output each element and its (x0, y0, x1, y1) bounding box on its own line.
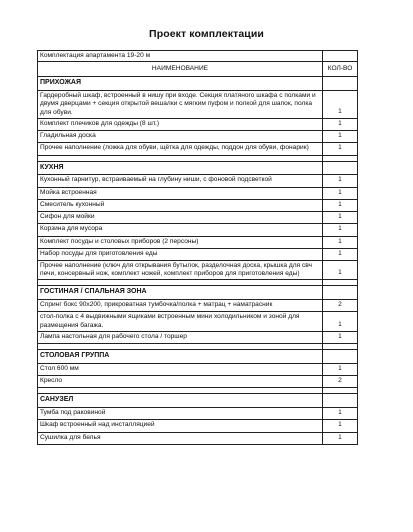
item-name: стол-полка с 4 выдвижными ящиками встроенным мини холодильником и зоной для размещения багажа. (38, 312, 323, 331)
section-title: ПРИХОЖАЯ (38, 77, 323, 91)
section-title: ГОСТИНАЯ / СПАЛЬНАЯ ЗОНА (38, 286, 323, 300)
table-row (38, 376, 358, 388)
page-title: Проект комплектации (149, 28, 264, 40)
table-row (38, 408, 358, 420)
table-subtitle-row (38, 51, 358, 62)
item-name: Прочее наполнение (ложка для обуви, щётка для одежды, поддон для обуви, фонарик) (38, 143, 323, 155)
section-title-empty (323, 350, 358, 364)
item-qty: 1 (323, 420, 358, 432)
table-row (38, 420, 358, 432)
item-qty: 1 (323, 91, 358, 119)
item-name: Корзина для мусора (38, 224, 323, 236)
table-row (38, 331, 358, 343)
item-name: Комплект посуды и столовых приборов (2 персоны) (38, 236, 323, 248)
table-row (38, 236, 358, 248)
item-name: Набор посуды для приготовления еды (38, 248, 323, 260)
item-qty: 1 (323, 143, 358, 155)
item-name: Сифон для мойки (38, 212, 323, 224)
column-header-name: НАИМЕНОВАНИЕ (38, 62, 323, 77)
item-name: Сушилка для белья (38, 432, 323, 444)
item-name: Комплект плечиков для одежды (8 шт.) (38, 118, 323, 130)
table-row (38, 312, 358, 331)
item-qty: 1 (323, 118, 358, 130)
section-header-row (38, 286, 358, 300)
item-name: Стол 600 мм (38, 363, 323, 375)
item-qty: 1 (323, 331, 358, 343)
item-name: Прочее наполнение (ключ для открывания бутылок, разделочная доска, крышка для свч печи, консервный нож, комплект ножей, комплект приборов для приготовления еды) (38, 261, 323, 280)
item-name: Спринг бокс 90х200, прикроватная тумбочка/полка + матрац + наматрасник (38, 300, 323, 312)
table-row (38, 261, 358, 280)
section-title: КУХНЯ (38, 161, 323, 175)
item-qty: 1 (323, 199, 358, 211)
item-qty: 1 (323, 432, 358, 444)
item-name: Шкаф встроенный над инсталляцией (38, 420, 323, 432)
section-title-empty (323, 394, 358, 408)
section-title-empty (323, 286, 358, 300)
item-qty: 1 (323, 131, 358, 143)
table-row (38, 118, 358, 130)
item-qty: 1 (323, 363, 358, 375)
table-row (38, 199, 358, 211)
table-subtitle: Комплектация апартамента 19-20 м (38, 51, 323, 62)
table-row (38, 248, 358, 260)
section-header-row (38, 77, 358, 91)
table-row (38, 175, 358, 187)
item-qty: 1 (323, 236, 358, 248)
table-row (38, 187, 358, 199)
table-row (38, 143, 358, 155)
table-subtitle-empty (323, 51, 358, 62)
item-qty: 1 (323, 175, 358, 187)
item-qty: 1 (323, 312, 358, 331)
item-qty: 1 (323, 187, 358, 199)
section-header-row (38, 394, 358, 408)
table-row (38, 300, 358, 312)
item-name: Гардеробный шкаф, встроенный в нишу при входе. Секция платяного шкафа с полками и двумя дверцами + секция открытой вешалки с мягким пуфом и полкой для шапок, полка для обуви. (38, 91, 323, 119)
item-qty: 1 (323, 224, 358, 236)
table-row (38, 432, 358, 444)
column-header-qty: КОЛ-ВО (323, 62, 358, 77)
item-name: Лампа настольная для рабочего стола / торшер (38, 331, 323, 343)
item-qty: 1 (323, 261, 358, 280)
table-row (38, 224, 358, 236)
spec-table (37, 50, 358, 445)
section-title-empty (323, 77, 358, 91)
section-title: САНУЗЕЛ (38, 394, 323, 408)
table-header-row (38, 62, 358, 77)
item-qty: 1 (323, 408, 358, 420)
item-qty: 1 (323, 248, 358, 260)
section-header-row (38, 350, 358, 364)
item-name: Кресло (38, 376, 323, 388)
item-name: Кухонный гарнитур, встраиваемый на глубину ниши, с фоновой подсветкой (38, 175, 323, 187)
item-name: Тумба под раковиной (38, 408, 323, 420)
table-row (38, 131, 358, 143)
section-header-row (38, 161, 358, 175)
table-row (38, 91, 358, 119)
table-row (38, 363, 358, 375)
item-qty: 2 (323, 376, 358, 388)
item-name: Мойка встроенная (38, 187, 323, 199)
item-qty: 1 (323, 212, 358, 224)
section-title: СТОЛОВАЯ ГРУППА (38, 350, 323, 364)
table-row (38, 212, 358, 224)
item-qty: 2 (323, 300, 358, 312)
section-title-empty (323, 161, 358, 175)
item-name: Гладильная доска (38, 131, 323, 143)
item-name: Смеситель кухонный (38, 199, 323, 211)
